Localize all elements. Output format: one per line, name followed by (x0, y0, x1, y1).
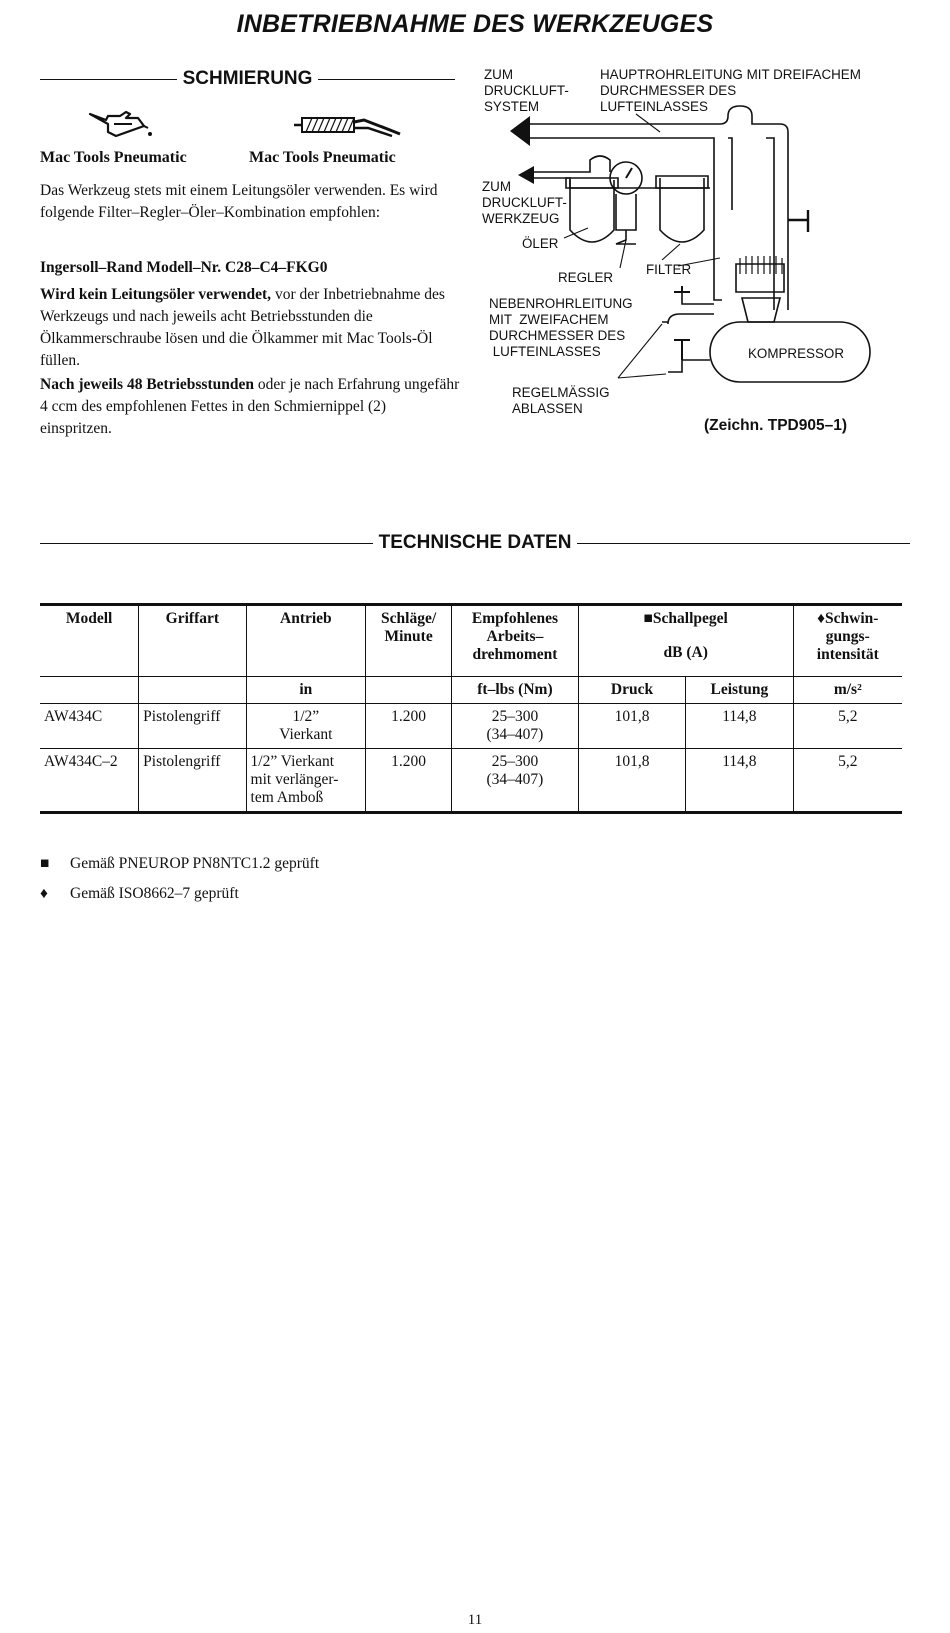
header-blows: Schläge/ Minute (366, 605, 452, 677)
header-sound-unit: dB (A) (663, 644, 708, 661)
cell-torque: 25–300 (34–407) (452, 704, 579, 749)
unit-pressure: Druck (578, 677, 685, 704)
label-oiler: ÖLER (522, 236, 559, 251)
unit-handle-empty (139, 677, 246, 704)
cell-power: 114,8 (686, 749, 793, 813)
unit-drive: in (246, 677, 366, 704)
unit-model-empty (40, 677, 139, 704)
table-row (40, 704, 902, 749)
page-number: 11 (467, 1612, 483, 1628)
footnote-text: Gemäß ISO8662–7 geprüft (70, 885, 239, 902)
cell-pressure: 101,8 (578, 749, 685, 813)
table-header-row (40, 605, 902, 677)
label-main-line: HAUPTROHRLEITUNG MIT DREIFACHEM DURCHMESSER DES LUFTEINLASSES (600, 67, 861, 114)
paragraph-3-text: oder je nach Erfahrung ungefähr 4 ccm des empfohlenen Fettes in den Schmiernippel (2) einspritzen. (40, 376, 460, 437)
header-handle: Griffart (139, 605, 246, 677)
footnote (40, 885, 239, 903)
paragraph-2-bold: Wird kein Leitungsöler verwendet, (40, 286, 272, 303)
cell-model: AW434C–2 (40, 749, 139, 813)
footnote-symbol-square: ■ (40, 855, 50, 872)
icon-label-oil: Mac Tools Pneumatic (40, 149, 187, 166)
cell-handle: Pistolengriff (139, 749, 246, 813)
label-to-tool: ZUM DRUCKLUFT- WERKZEUG (482, 179, 567, 226)
recommended-model: Ingersoll–Rand Modell–Nr. C28–C4–FKG0 (40, 259, 328, 276)
section-heading-lubrication (40, 68, 455, 90)
cell-blows: 1.200 (366, 704, 452, 749)
section-heading-specs (40, 532, 910, 554)
grease-gun-icon (292, 110, 404, 140)
cell-drive: 1/2” Vierkant (246, 704, 366, 749)
table-row (40, 749, 902, 813)
unit-vibration: m/s² (793, 677, 902, 704)
lubrication-paragraph-3 (40, 374, 460, 440)
cell-blows: 1.200 (366, 749, 452, 813)
cell-vibration: 5,2 (793, 749, 902, 813)
header-sound-title: ■Schallpegel (643, 610, 728, 627)
lubrication-heading: SCHMIERUNG (182, 68, 313, 89)
specs-heading: TECHNISCHE DATEN (378, 532, 572, 553)
cell-vibration: 5,2 (793, 704, 902, 749)
unit-blows-empty (366, 677, 452, 704)
label-regulator: REGLER (558, 270, 614, 285)
unit-torque: ft–lbs (Nm) (452, 677, 579, 704)
label-branch-line: NEBENROHRLEITUNG MIT ZWEIFACHEM DURCHMESSER DES LUFTEINLASSES (489, 296, 633, 359)
unit-power: Leistung (686, 677, 793, 704)
cell-drive: 1/2” Vierkant mit verlänger- tem Amboß (246, 749, 366, 813)
label-compressor: KOMPRESSOR (748, 346, 844, 361)
label-drain: REGELMÄSSIG ABLASSEN (512, 385, 610, 416)
lubrication-paragraph-1: Das Werkzeug stets mit einem Leitungsöler verwenden. Es wird folgende Filter–Regler–Öler–Kombination empfohlen: (40, 182, 438, 221)
specs-table (40, 603, 902, 814)
label-to-air-system: ZUM DRUCKLUFT- SYSTEM (484, 67, 569, 114)
header-torque: Empfohlenes Arbeits– drehmoment (452, 605, 579, 677)
label-filter: FILTER (646, 262, 692, 277)
cell-model: AW434C (40, 704, 139, 749)
cell-pressure: 101,8 (578, 704, 685, 749)
footnote-text: Gemäß PNEUROP PN8NTC1.2 geprüft (70, 855, 320, 872)
table-units-row (40, 677, 902, 704)
paragraph-3-bold: Nach jeweils 48 Betriebsstunden (40, 376, 254, 393)
cell-handle: Pistolengriff (139, 704, 246, 749)
header-model: Modell (40, 605, 139, 677)
header-drive: Antrieb (246, 605, 366, 677)
paragraph-2-text: vor der Inbetriebnahme des Werkzeugs und nach jeweils acht Betriebsstunden die Ölkammerschraube lösen und die Ölkammer mit Mac Tools-Öl füllen. (40, 286, 445, 369)
oil-can-icon (86, 106, 156, 140)
icon-label-grease: Mac Tools Pneumatic (249, 149, 396, 166)
page-title: INBETRIEBNAHME DES WERKZEUGES (236, 10, 714, 38)
footnote-symbol-diamond: ♦ (40, 885, 48, 902)
header-sound (578, 605, 793, 677)
lubrication-paragraph-2 (40, 284, 460, 372)
cell-torque: 25–300 (34–407) (452, 749, 579, 813)
drawing-number: (Zeichn. TPD905–1) (704, 417, 847, 434)
cell-power: 114,8 (686, 704, 793, 749)
header-vibration: ♦Schwin- gungs- intensität (793, 605, 902, 677)
footnote (40, 855, 319, 873)
